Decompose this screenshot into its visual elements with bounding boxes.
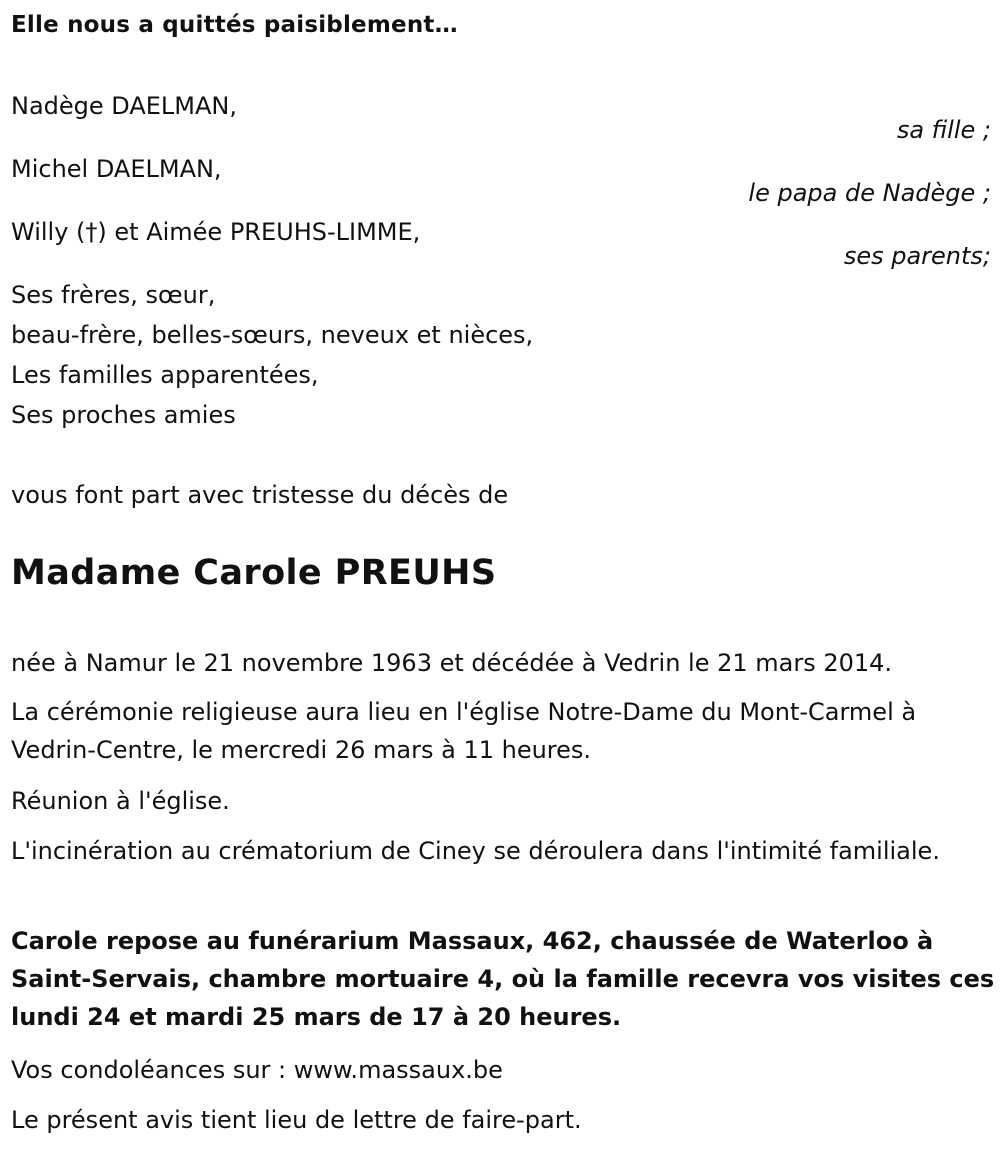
relatives-line: Ses frères, sœur,: [11, 281, 216, 309]
incineration-info: L'incinération au crématorium de Ciney se déroulera dans l'intimité familiale.: [11, 837, 940, 865]
ceremony-info: La cérémonie religieuse aura lieu en l'église Notre-Dame du Mont-Carmel à Vedrin-Centre, le mercredi 26 mars à 11 heures.: [11, 698, 917, 764]
birth-death-dates: née à Namur le 21 novembre 1963 et décédée à Vedrin le 21 mars 2014.: [11, 649, 893, 677]
family-member-relation: sa fille ;: [896, 116, 991, 144]
relatives-line: beau-frère, belles-sœurs, neveux et nièces,: [11, 321, 534, 349]
family-member-name: Willy (†) et Aimée PREUHS-LIMME,: [11, 218, 421, 246]
condolences-info: Vos condoléances sur : www.massaux.be: [11, 1056, 503, 1084]
notice-heading: Elle nous a quittés paisiblement…: [11, 12, 458, 38]
repose-info: Carole repose au funérarium Massaux, 462, chaussée de Waterloo à Saint-Servais, chambre mortuaire 4, où la famille recevra vos visites ces lundi 24 et mardi 25 mars de 17 à 20 heures.: [11, 927, 995, 1031]
family-member-relation: le papa de Nadège ;: [748, 179, 991, 207]
family-member-name: Michel DAELMAN,: [11, 155, 222, 183]
family-member-relation: ses parents;: [843, 242, 991, 270]
meeting-info: Réunion à l'église.: [11, 787, 230, 815]
announcement-text: vous font part avec tristesse du décès de: [11, 481, 509, 509]
relatives-line: Les familles apparentées,: [11, 361, 319, 389]
deceased-name: Madame Carole PREUHS: [11, 553, 497, 593]
family-member-name: Nadège DAELMAN,: [11, 92, 238, 120]
notice-info: Le présent avis tient lieu de lettre de faire-part.: [11, 1106, 582, 1134]
relatives-line: Ses proches amies: [11, 401, 236, 429]
